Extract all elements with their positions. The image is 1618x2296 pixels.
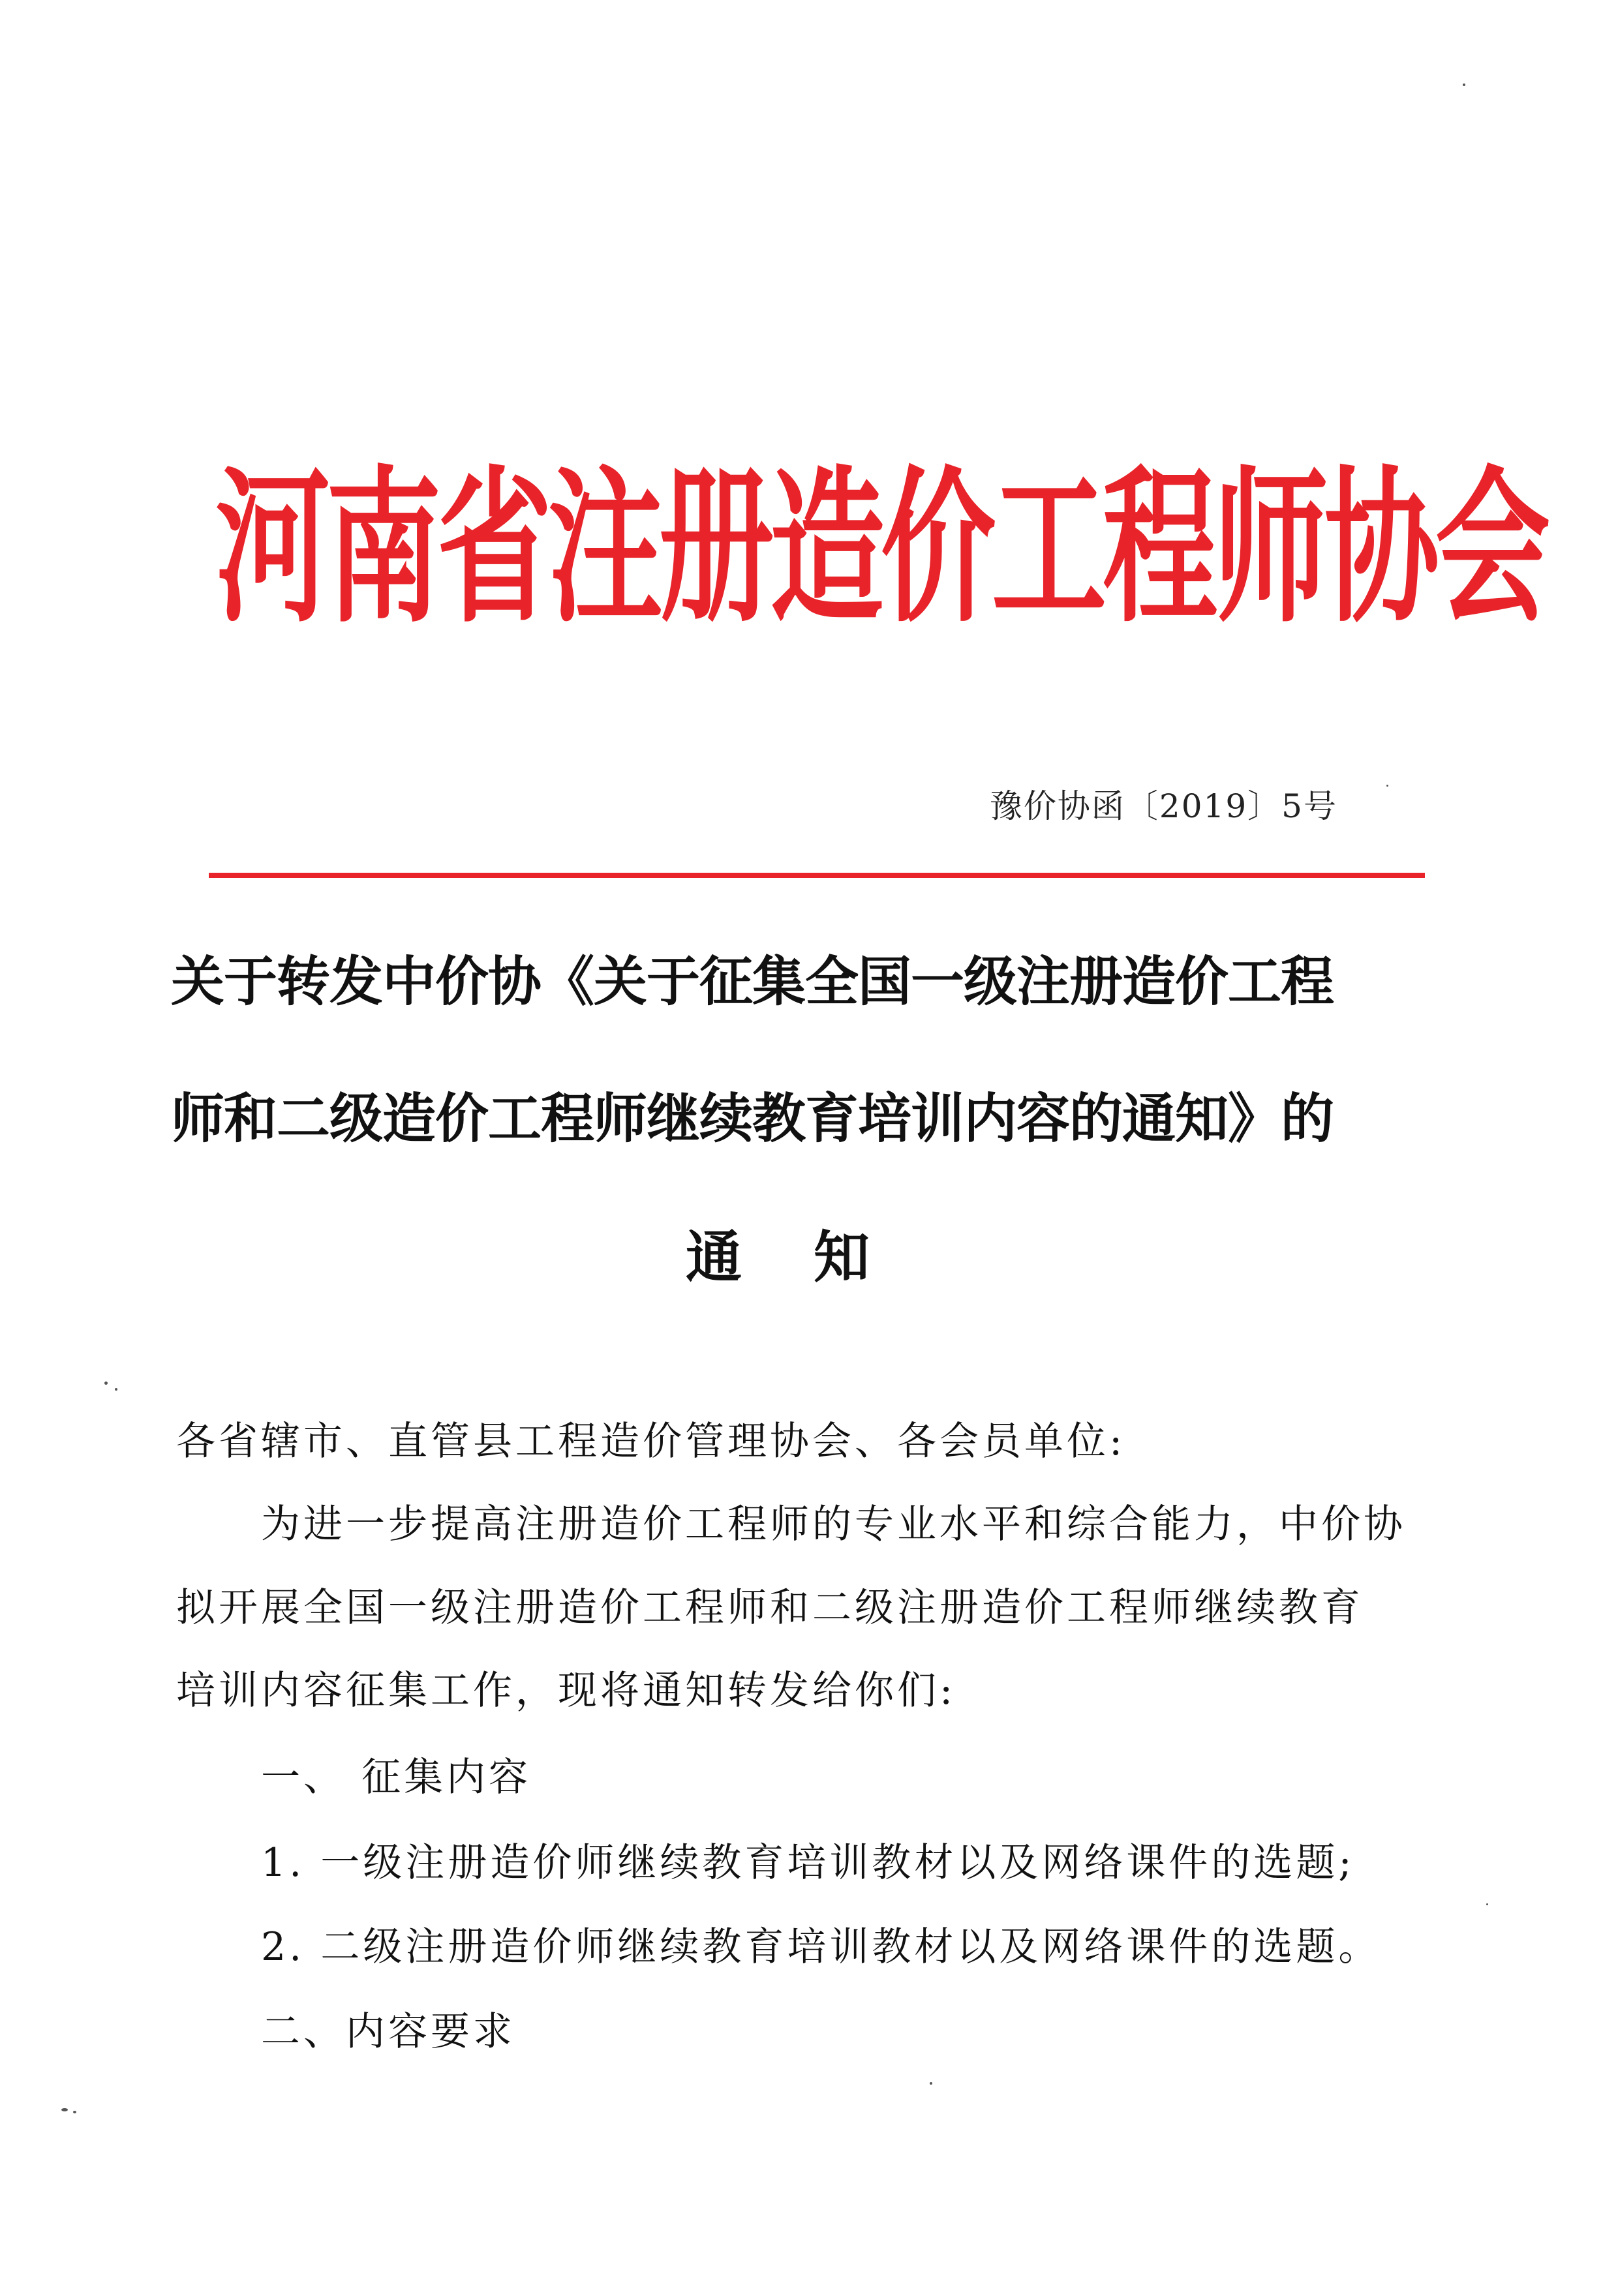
document-title-line-1: 关于转发中价协《关于征集全国一级注册造价工程 bbox=[171, 951, 1334, 1013]
document-title-line-3: 通知 bbox=[686, 1225, 941, 1290]
salutation: 各省辖市、直管县工程造价管理协会、各会员单位: bbox=[176, 1419, 1126, 1464]
document-number: 豫价协函〔2019〕5号 bbox=[989, 787, 1337, 825]
scan-speck bbox=[104, 1382, 108, 1385]
red-divider-line bbox=[209, 873, 1425, 878]
scan-speck bbox=[1386, 785, 1388, 787]
section-1-heading: 一、 征集内容 bbox=[261, 1755, 532, 1800]
paragraph-1-line-3: 培训内容征集工作，现将通知转发给你们: bbox=[176, 1668, 956, 1714]
scan-speck bbox=[1486, 1903, 1488, 1905]
scan-speck bbox=[930, 2082, 932, 2085]
scan-speck bbox=[61, 2108, 68, 2111]
section-2-heading: 二、内容要求 bbox=[261, 2009, 515, 2055]
scan-speck bbox=[115, 1388, 117, 1391]
section-1-item-1: 1. 一级注册造价师继续教育培训教材以及网络课件的选题; bbox=[261, 1840, 1355, 1886]
scan-speck bbox=[1463, 83, 1465, 86]
scan-speck bbox=[73, 2111, 76, 2113]
paragraph-1-line-2: 拟开展全国一级注册造价工程师和二级注册造价工程师继续教育 bbox=[176, 1585, 1364, 1631]
paragraph-1-line-1: 为进一步提高注册造价工程师的专业水平和综合能力，中价协 bbox=[261, 1502, 1406, 1547]
document-title-line-2: 师和二级造价工程师继续教育培训内容的通知》的 bbox=[171, 1088, 1334, 1150]
section-1-item-2: 2. 二级注册造价师继续教育培训教材以及网络课件的选题。 bbox=[261, 1924, 1381, 1970]
letterhead-org-name: 河南省注册造价工程师协会 bbox=[215, 449, 1547, 646]
